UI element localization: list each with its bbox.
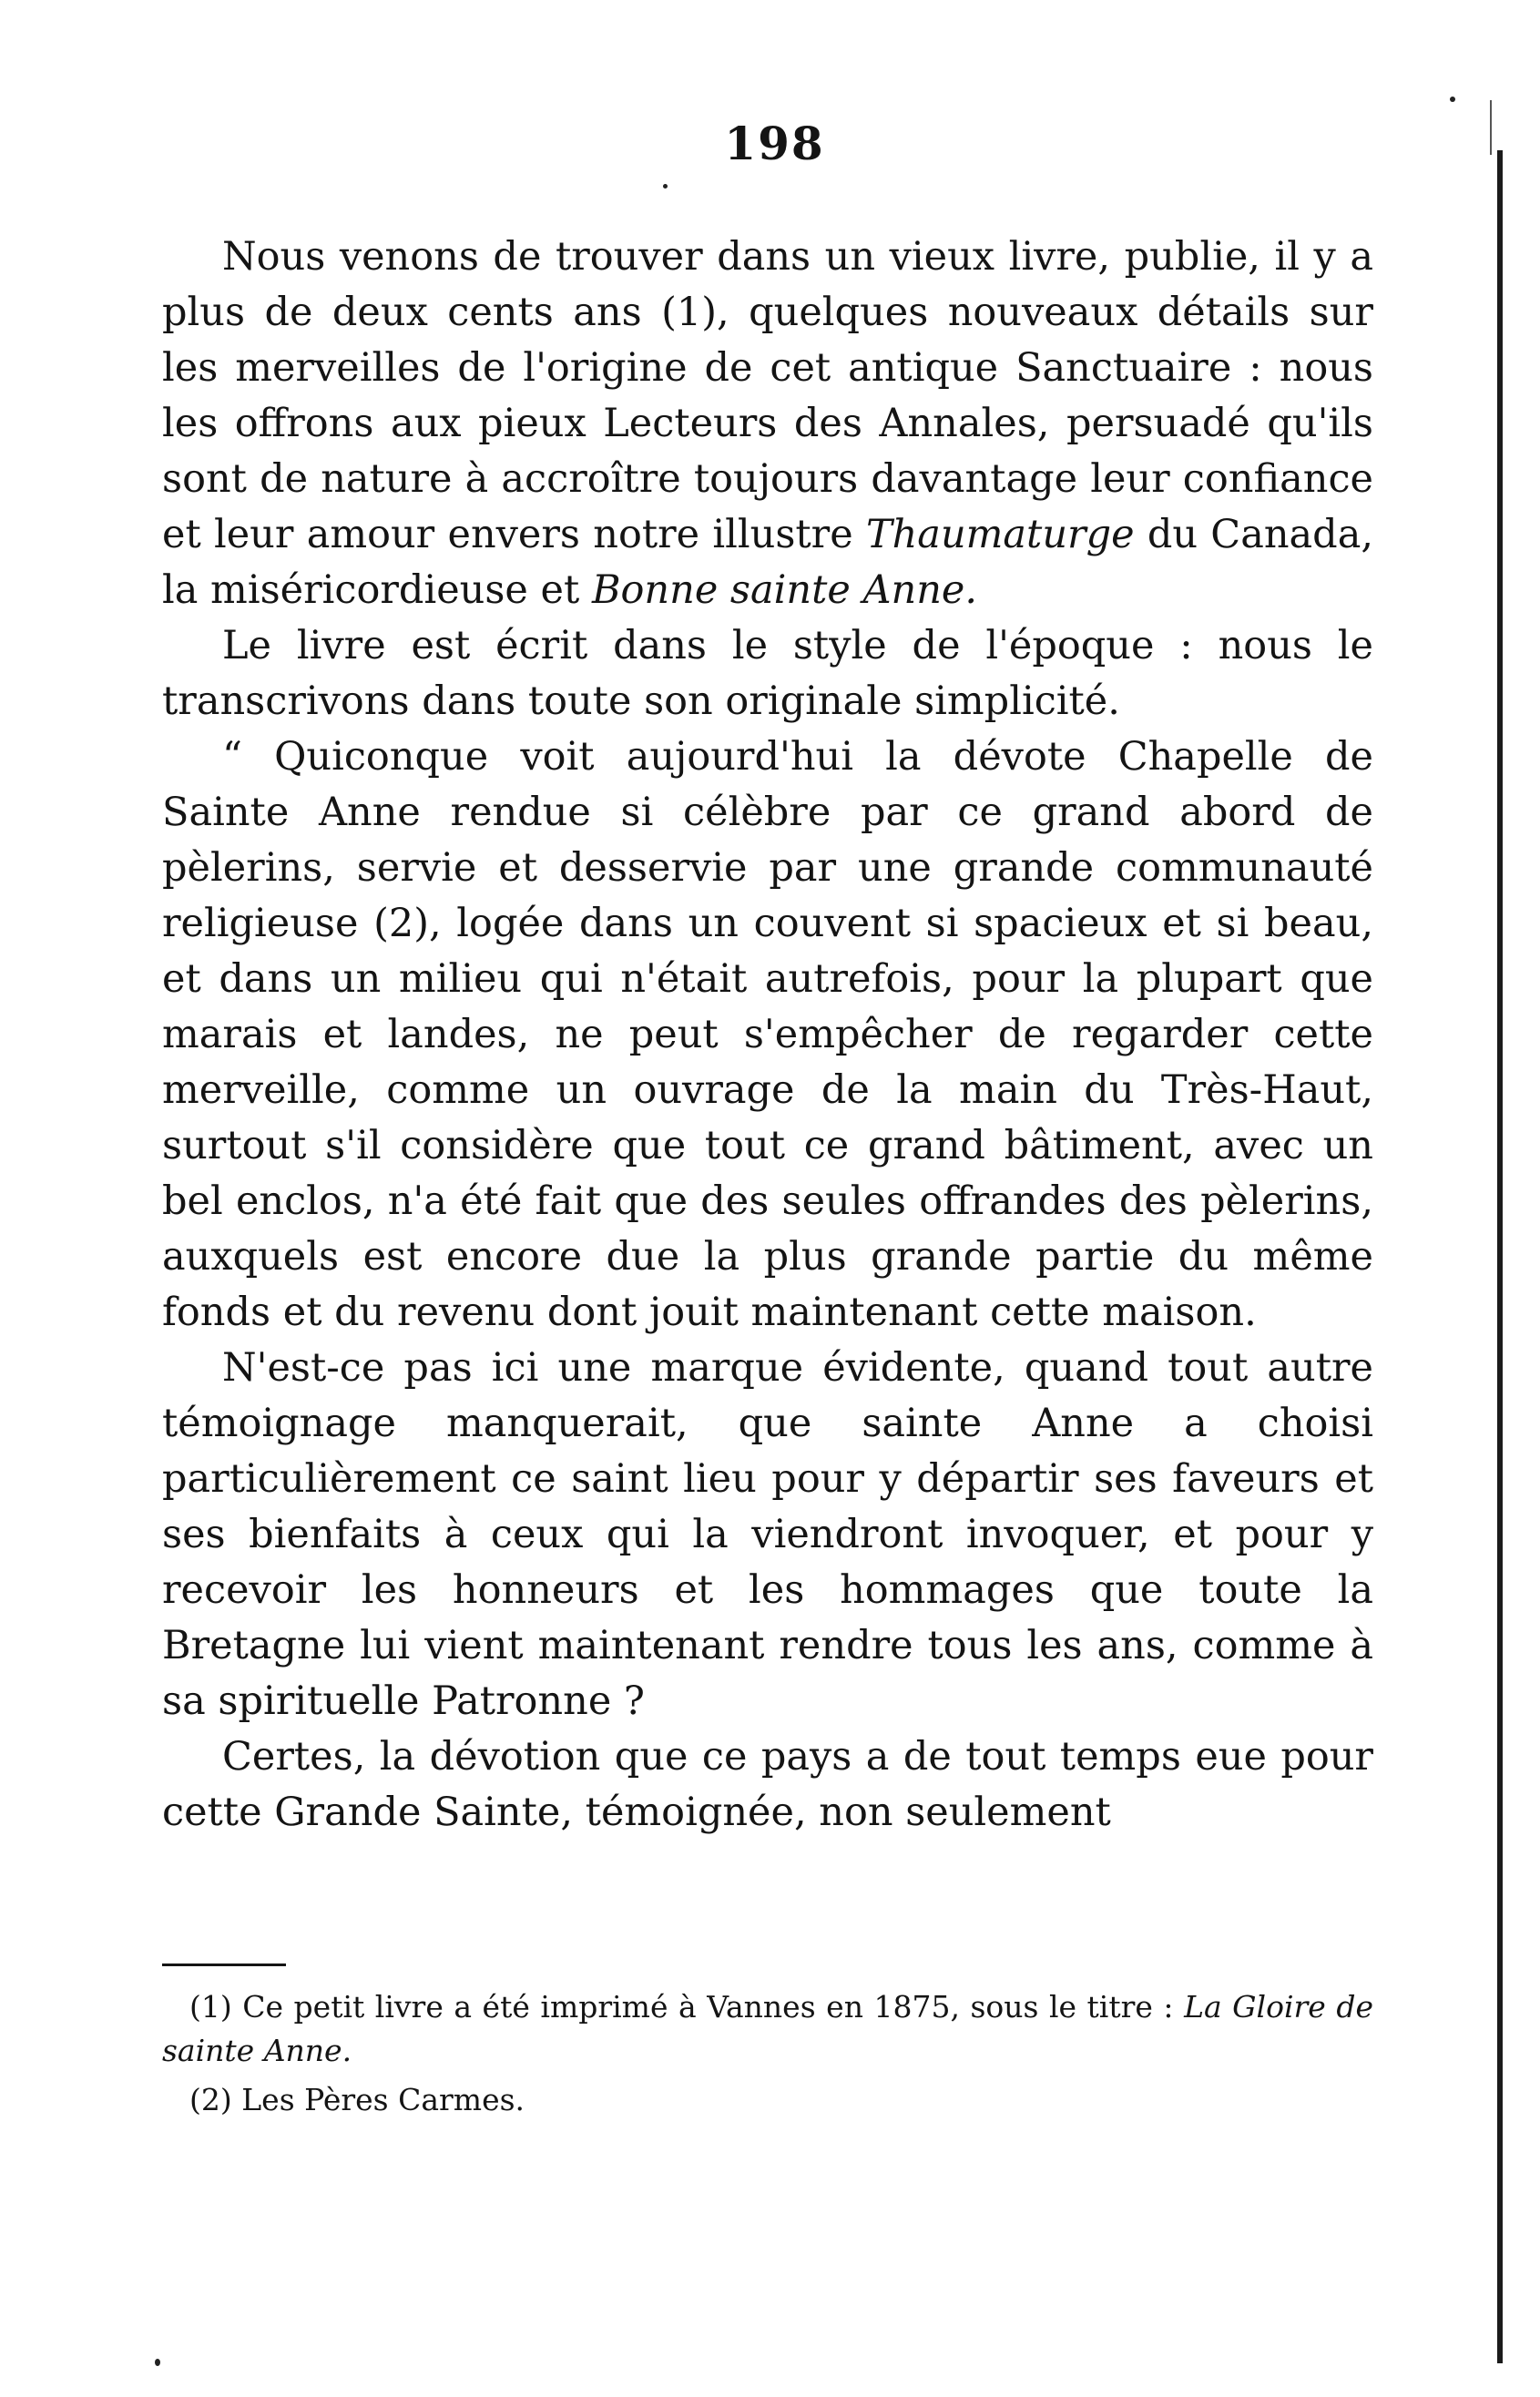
footnote-marker: (2) [189,2082,232,2117]
emphasized-phrase: Thaumaturge [865,512,1135,557]
paragraph: N'est-ce pas ici une marque évidente, quand tout autre témoignage manquerait, que sainte Anne a choisi particulièrement ce saint lieu pour y départir ses faveurs et ses bienfaits à ceux qui la viendront invoquer, et pour y recevoir les honneurs et les hommages que toute la Bretagne lui vient maintenant rendre tous les ans, comme à sa spirituelle Patronne ? [162,1345,1373,1724]
emphasized-phrase: Bonne sainte Anne. [591,567,978,613]
footnote-rule [162,1964,286,1966]
body-text [162,230,1373,1841]
footnotes [162,1985,1373,2122]
scan-edge-line [1497,150,1503,2363]
footnote-title: La Gloire de sainte Anne. [162,1989,1373,2068]
footnote-text: Les Pères Carmes. [241,2082,525,2117]
scan-edge-mark [1490,100,1492,155]
scan-speck [1450,97,1455,102]
paragraph: Certes, la dévotion que ce pays a de tout temps eue pour cette Grande Sainte, témoignée, non seulement [162,1734,1373,1835]
footnote-text: Ce petit livre a été imprimé à Vannes en 1875, sous le titre : [242,1989,1174,2025]
paragraph [162,230,1373,618]
footnote-marker: (1) [189,1989,232,2025]
footnote [162,1985,1373,2073]
paragraph-1-text: Nous venons de trouver dans un vieux livre, publie, il y a plus de deux cents ans (1), quelques nouveaux détails sur les merveilles de l'origine de cet antique Sanctuaire : nous les offrons aux pieux Lecteurs des Annales, persuadé qu'ils sont de nature à accroître toujours davantage leur confiance et leur amour envers notre illustre Thaumaturge du Canada, la miséricordieuse et Bonne sainte Anne. [162,234,1373,613]
footnote [162,2078,1373,2122]
scan-speck [155,2359,160,2366]
paragraph: Le livre est écrit dans le style de l'époque : nous le transcrivons dans toute son originale simplicité. [162,623,1373,724]
page-number: 198 [724,117,825,170]
scan-speck [663,184,668,189]
paragraph: “ Quiconque voit aujourd'hui la dévote Chapelle de Sainte Anne rendue si célèbre par ce grand abord de pèlerins, servie et desservie par une grande communauté religieuse (2), logée dans un couvent si spacieux et si beau, et dans un milieu qui n'était autrefois, pour la plupart que marais et landes, ne peut s'empêcher de regarder cette merveille, comme un ouvrage de la main du Très-Haut, surtout s'il considère que tout ce grand bâtiment, avec un bel enclos, n'a été fait que des seules offrandes des pèlerins, auxquels est encore due la plus grande partie du même fonds et du revenu dont jouit maintenant cette maison. [162,734,1373,1335]
